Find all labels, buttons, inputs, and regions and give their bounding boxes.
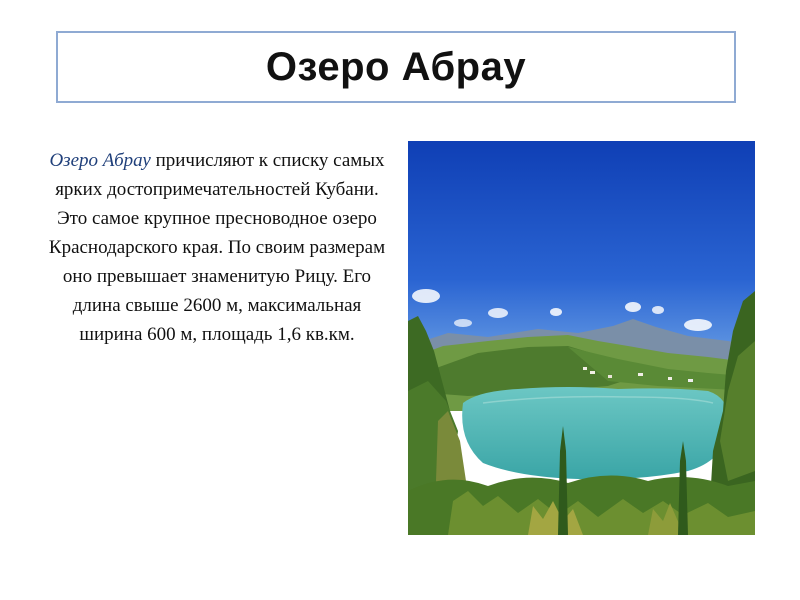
title-box <box>56 31 736 103</box>
lake-name-highlight: Озеро Абрау <box>49 150 151 171</box>
lake-photo-illustration <box>408 141 755 535</box>
body-text: причисляют к списку самых ярких достопримечательностей Кубани. Это самое крупное пресноводное озеро Краснодарского края. По своим размерам оно превышает знаменитую Рицу. Его длина свыше 2600 м, максимальная ширина 600 м, площадь 1,6 кв.км. <box>48 150 386 345</box>
lake-photo <box>408 141 755 535</box>
body-paragraph <box>40 146 394 349</box>
slide-title: Озеро Абрау <box>265 44 527 89</box>
